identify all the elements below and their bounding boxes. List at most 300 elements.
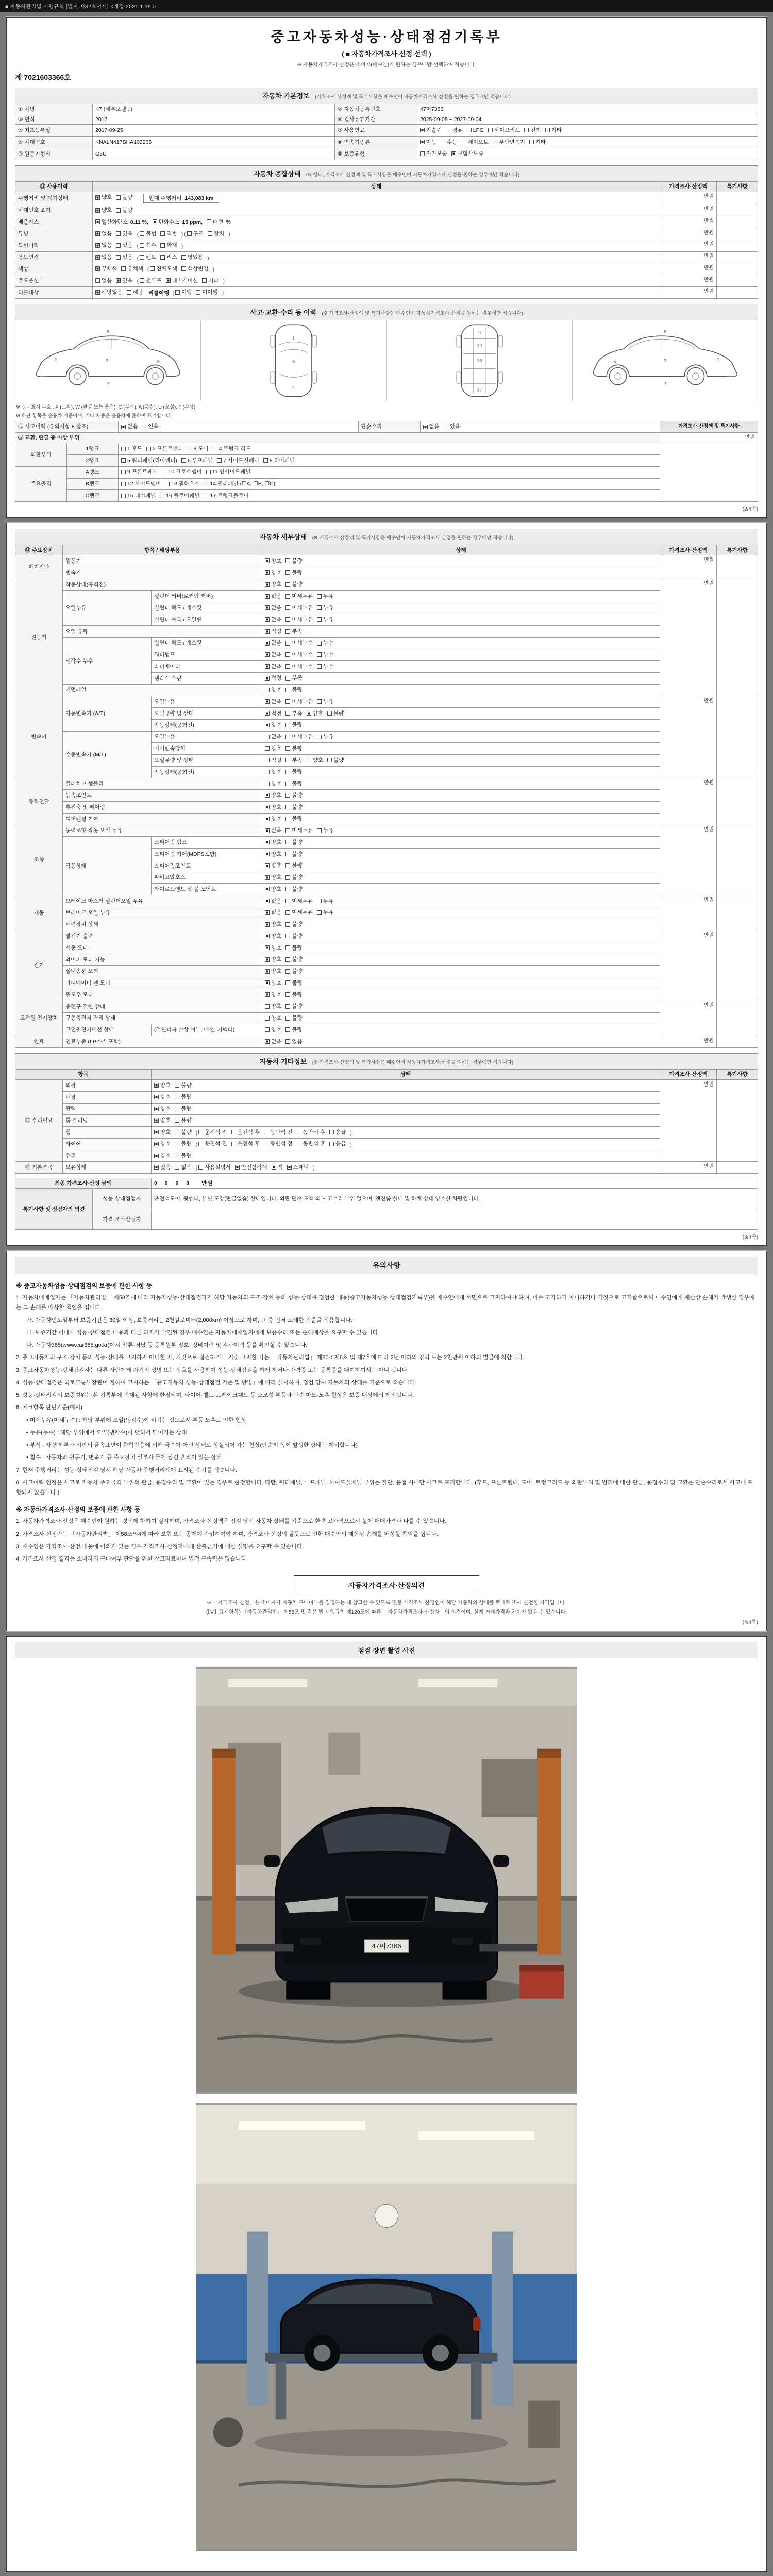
checkbox[interactable] [265,757,281,764]
checkbox[interactable] [166,277,198,284]
checkbox-label: 운전석 후 [237,1129,260,1136]
checkbox[interactable] [265,897,281,905]
state-cell [152,1115,660,1127]
checkbox[interactable] [451,150,484,157]
checkbox[interactable] [420,139,436,146]
checkbox-label: 양호 [271,745,282,752]
checkbox[interactable] [285,968,302,975]
checkbox[interactable] [265,792,281,799]
checkbox[interactable] [95,265,117,273]
checkbox[interactable] [317,827,333,834]
checkbox[interactable] [175,1164,191,1171]
checkbox[interactable] [95,277,112,284]
checkbox[interactable] [285,851,302,858]
row-state [93,286,660,298]
appraiser-opinion-text [152,1209,758,1230]
detail-row [15,590,758,602]
column-header: 가격조사·산정액 [660,545,717,555]
checkbox[interactable] [265,710,281,717]
checkbox-label: 누유 [323,827,334,834]
checkbox-box [116,208,121,213]
part-label: 파워고압호스 [152,872,262,884]
checkbox-box [195,1141,203,1148]
column-header: 항목 [15,1069,152,1079]
checkbox[interactable] [146,445,183,452]
checkbox[interactable] [317,616,333,623]
checkbox-box [285,699,290,704]
checkbox[interactable] [265,851,281,858]
checkbox-label: 불량 [181,1082,192,1089]
checkbox[interactable] [140,230,156,238]
checkbox[interactable] [265,921,281,928]
checkbox-label: 기타 [208,277,219,284]
checkbox-label: 불량 [292,804,303,810]
checkbox[interactable] [265,933,281,940]
checkbox[interactable] [285,733,313,740]
checkbox[interactable] [265,839,281,846]
checkbox[interactable] [154,1152,171,1159]
car-diagram-right-side [573,320,758,401]
accident-history-row [15,421,758,433]
checkbox[interactable] [265,862,281,869]
checkbox[interactable] [140,242,156,249]
checkbox[interactable] [285,757,302,764]
checkbox[interactable] [121,457,177,464]
checkbox[interactable] [265,968,281,975]
checkbox-box [444,425,448,429]
checkbox[interactable] [285,651,313,658]
field-value: K7 (세부모델 : ) [93,104,335,114]
checkbox[interactable] [154,1093,171,1100]
item-label: 연료누출 (LP가스 포함) [63,1036,262,1048]
checkbox[interactable] [285,1038,302,1045]
checkbox[interactable] [265,639,281,647]
checkbox-box [317,899,322,903]
checkbox[interactable] [121,468,158,476]
checkbox[interactable] [285,1014,302,1022]
checkbox-box [285,652,290,657]
item-label: 보유상태 [63,1162,152,1174]
checkbox[interactable] [95,194,112,201]
checkbox-box [206,470,211,474]
checkbox[interactable] [263,457,295,464]
bracket: ( [195,1130,198,1137]
checkbox[interactable] [285,839,302,846]
checkbox[interactable] [285,1003,302,1010]
item-label: 타이어 [63,1138,152,1150]
checkbox-box [181,255,186,260]
checkbox[interactable] [204,492,248,499]
checkbox[interactable] [317,733,333,740]
checkbox[interactable] [175,1117,191,1124]
checkbox[interactable] [265,674,281,682]
checkbox[interactable] [265,979,281,987]
checkbox[interactable] [140,253,156,261]
page-title: 중고자동차성능·상태점검기록부 [271,29,502,45]
checkbox-box [116,243,121,248]
checkbox[interactable] [116,242,132,249]
opinion-row [15,1209,758,1230]
checkbox[interactable] [95,230,112,238]
checkbox[interactable] [175,1129,191,1136]
checkbox[interactable] [285,639,313,647]
checkbox[interactable] [423,423,440,430]
final-price-unit: 만원 [201,1180,213,1187]
checkbox[interactable] [175,1105,191,1112]
state-cell [262,555,660,567]
checkbox[interactable] [285,827,313,834]
checkbox[interactable] [265,944,281,952]
checkbox-label: 불법 [146,230,157,237]
checkbox[interactable] [329,1129,346,1136]
checkbox[interactable] [154,1117,171,1124]
checkbox[interactable] [175,1082,191,1089]
checkbox[interactable] [285,944,302,952]
checkbox[interactable] [142,423,158,430]
checkbox[interactable] [154,1105,171,1112]
checkbox[interactable] [265,721,281,728]
checkbox-box [272,1165,276,1170]
item-label: 변속기 [63,567,262,579]
checkbox[interactable] [187,230,204,238]
checkbox-label: 사용설명서 [205,1164,231,1171]
field-label: ① 차명 [15,104,93,114]
checkbox[interactable] [265,557,281,565]
checkbox[interactable] [265,827,281,834]
checkbox[interactable] [95,218,148,226]
checkbox[interactable] [265,780,281,787]
notice-card [6,1251,767,1631]
checkbox[interactable] [154,1082,171,1089]
checkbox[interactable] [265,698,281,705]
checkbox-label: 없음 [429,423,440,430]
checkbox[interactable] [285,616,313,623]
checkbox[interactable] [285,792,302,799]
checkbox[interactable] [285,979,302,987]
checkbox[interactable] [285,745,302,752]
checkbox[interactable] [287,1164,309,1171]
checkbox[interactable] [265,733,281,740]
checkbox[interactable] [121,480,161,487]
checkbox-box [213,447,217,451]
notice-item: 3. 중고자동차성능·상태점검자는 다른 사람에게 자기의 성명 또는 상호를 사용하여 성능·상태점검을 하게 하거나 자격증 또는 등록증을 대여하여서는 아니 됩니다. [16,1367,409,1374]
checkbox[interactable] [175,1152,191,1159]
checkbox[interactable] [95,253,112,261]
state-cell [152,1150,660,1162]
checkbox[interactable] [285,886,302,893]
checkbox-label: 부족 [292,757,303,764]
checkbox[interactable] [231,1129,260,1136]
checkbox[interactable] [265,909,281,916]
checkbox[interactable] [162,468,201,476]
checkbox-box [264,1142,268,1146]
checkbox-box [95,208,100,213]
checkbox[interactable] [235,1164,267,1171]
checkbox-box [297,1142,301,1146]
checkbox[interactable] [285,628,302,635]
checkbox[interactable] [285,897,313,905]
checkbox[interactable] [116,230,132,238]
checkbox[interactable] [265,991,281,998]
checkbox[interactable] [285,663,313,670]
checkbox[interactable] [195,1164,231,1172]
panel-rank-row [15,466,758,478]
checkbox[interactable] [285,1026,302,1033]
checkbox[interactable] [285,768,302,775]
checkbox[interactable] [441,139,457,146]
checkbox[interactable] [188,445,209,452]
checkbox[interactable] [420,127,442,134]
checkbox-label: 불량 [292,722,303,728]
checkbox[interactable] [154,1164,171,1171]
field-value [417,148,758,160]
detail-row [15,989,758,1001]
checkbox[interactable] [307,757,323,764]
state-cell [262,825,660,837]
checkbox-label: 불량 [292,1015,303,1022]
state-cell [152,1138,660,1150]
checkbox[interactable] [317,897,333,905]
checkbox[interactable] [217,457,259,464]
checkbox[interactable] [285,721,302,728]
checkbox[interactable] [265,651,281,658]
device-group-label: 고전원 전기장치 [15,1001,63,1036]
checkbox-box [285,805,290,809]
note-cell [717,216,758,228]
checkbox[interactable] [160,230,177,238]
state-cell [262,907,660,919]
checkbox[interactable] [181,265,209,273]
checkbox[interactable] [529,139,546,146]
checkbox[interactable] [462,139,489,146]
checkbox[interactable] [175,1093,191,1100]
checkbox-label: 양호 [271,956,282,963]
checkbox[interactable] [285,581,302,588]
checkbox[interactable] [265,663,281,670]
checkbox[interactable] [206,468,251,476]
checkbox-box [285,641,290,646]
checkbox[interactable] [524,127,541,134]
part-label: 오일누유 [152,696,262,708]
checkbox[interactable] [265,956,281,963]
accident-history-table [15,421,758,433]
checkbox[interactable] [195,1140,227,1148]
checkbox[interactable] [181,457,213,464]
diagram-zone-number: 1 [292,335,295,341]
checkbox[interactable] [264,1140,293,1147]
checkbox[interactable] [317,604,333,612]
checkbox[interactable] [285,557,302,565]
basic-info-row [15,148,758,160]
checkbox[interactable] [160,242,177,249]
checkbox[interactable] [285,862,302,869]
checkbox-label: 불량 [181,1153,192,1159]
checkbox[interactable] [140,277,161,284]
checkbox[interactable] [327,757,344,764]
usage-history-row [15,263,758,275]
checkbox[interactable] [116,253,132,261]
checkbox[interactable] [265,616,281,623]
checkbox[interactable] [175,289,192,296]
checkbox[interactable] [265,628,281,635]
checkbox[interactable] [317,651,333,658]
checkbox[interactable] [208,230,224,238]
column-header: 가격조사·산정액 [660,181,717,192]
checkbox[interactable] [116,194,132,201]
checkbox[interactable] [95,289,123,296]
checkbox[interactable] [285,710,302,717]
checkbox[interactable] [488,127,520,134]
checkbox[interactable] [317,592,333,600]
checkbox[interactable] [285,874,302,881]
detail-row [15,977,758,989]
panel-items [119,478,660,490]
car-damage-diagrams [15,320,758,401]
checkbox[interactable] [121,492,156,499]
checkbox[interactable] [116,277,132,284]
checkbox[interactable] [265,1014,281,1022]
checkbox-label: 운전석 전 [205,1129,227,1136]
checkbox[interactable] [150,265,177,273]
checkbox[interactable] [160,492,199,499]
checkbox[interactable] [265,1003,281,1010]
checkbox[interactable] [265,1038,281,1045]
checkbox[interactable] [265,1026,281,1033]
detail-state-header [15,529,758,545]
checkbox[interactable] [272,1164,283,1171]
checkbox[interactable] [285,991,302,998]
checkbox[interactable] [127,289,143,296]
detail-row [15,942,758,954]
checkbox[interactable] [265,686,281,693]
checkbox[interactable] [329,1140,346,1147]
checkbox[interactable] [204,480,275,487]
section-subtitle: (※ 가격조사·산정액 및 특기사항은 매수인이 자동차가격조사·산정을 원하는 경우에만 적습니다) [312,535,514,541]
checkbox[interactable] [165,480,199,487]
checkbox[interactable] [493,139,525,146]
checkbox[interactable] [265,815,281,822]
checkbox[interactable] [265,745,281,752]
checkbox-label: 누유 [323,604,334,611]
state-cell [262,684,660,696]
checkbox[interactable] [95,207,112,214]
diagram-zone-number: 10 [476,343,482,348]
checkbox-box [175,1095,179,1099]
checkbox[interactable] [154,1140,171,1147]
checkbox-box [265,1027,270,1032]
state-cell [262,942,660,954]
checkbox-label: 양호 [271,1026,282,1033]
checkbox[interactable] [285,933,302,940]
checkbox[interactable] [181,253,203,261]
checkbox-label: 11.인사이드패널 [212,469,251,476]
checkbox[interactable] [153,218,203,226]
checkbox[interactable] [317,663,333,670]
checkbox[interactable] [327,710,344,717]
checkbox[interactable] [307,710,323,717]
checkbox[interactable] [265,592,281,600]
checkbox[interactable] [116,207,132,214]
checkbox-label: 네비게이션 [172,277,198,284]
checkbox-label: 불량 [122,207,133,214]
checkbox-box [153,219,157,224]
checkbox[interactable] [265,874,281,881]
checkbox[interactable] [265,768,281,775]
checkbox[interactable] [202,277,219,284]
diagram-zone-number: 3 [663,358,666,363]
price-cell: 만원 [660,579,717,696]
lift-post-left [247,2232,268,2406]
panel-group-label: 주요골격 [15,466,67,501]
checkbox[interactable] [285,592,313,600]
checkbox[interactable] [265,604,281,612]
checkbox[interactable] [285,815,302,822]
device-group-label: 연료 [15,1036,63,1048]
checkbox[interactable] [285,604,313,612]
checkbox[interactable] [420,150,447,157]
price-opinion-box-title: 자동차가격조사·산정의견 [294,1575,479,1594]
checkbox[interactable] [285,569,302,577]
checkbox[interactable] [154,1129,171,1136]
price-cell: 만원 [660,263,717,275]
checkbox[interactable] [545,127,562,134]
checkbox[interactable] [196,289,217,296]
checkbox[interactable] [264,1129,293,1136]
checkbox[interactable] [444,423,460,430]
checkbox-box [285,617,290,622]
checkbox[interactable] [160,253,177,261]
checkbox[interactable] [95,242,112,249]
checkbox[interactable] [265,804,281,811]
inspector-opinion-text: 운전석도어, 뒷펜더, 본닛 도장(판금없슴) 상태입니다. 외판 단순 도색 외 사고수리 부위 없으며, 엔진룸·실내 및 하체 상태 양호한 차량입니다. [152,1189,758,1209]
checkbox[interactable] [285,780,302,787]
checkbox[interactable] [285,921,302,928]
checkbox[interactable] [285,956,302,963]
state-cell [152,1091,660,1103]
checkbox[interactable] [467,127,484,134]
checkbox-box [285,1004,290,1009]
checkbox[interactable] [285,686,302,693]
checkbox-box [285,582,290,587]
checkbox[interactable] [121,423,138,430]
checkbox[interactable] [265,886,281,893]
checkbox[interactable] [446,127,462,134]
checkbox[interactable] [285,804,302,811]
checkbox[interactable] [121,265,143,273]
checkbox[interactable] [297,1140,326,1147]
checkbox[interactable] [207,218,231,226]
checkbox[interactable] [231,1140,260,1147]
checkbox[interactable] [285,674,302,682]
checkbox[interactable] [285,698,313,705]
checkbox[interactable] [265,581,281,588]
checkbox[interactable] [317,698,333,705]
checkbox[interactable] [317,639,333,647]
checkbox[interactable] [265,569,281,577]
checkbox-box [317,735,322,739]
checkbox[interactable] [121,445,142,452]
checkbox[interactable] [213,445,251,452]
checkbox[interactable] [175,1140,191,1147]
repair-needed-row [15,1103,758,1115]
checkbox-box [265,617,270,622]
checkbox-label: 불량 [292,991,303,998]
checkbox[interactable] [195,1129,227,1137]
checkbox[interactable] [285,909,313,916]
checkbox[interactable] [317,909,333,916]
checkbox[interactable] [297,1129,326,1136]
checkbox-label: 양호 [102,207,112,214]
